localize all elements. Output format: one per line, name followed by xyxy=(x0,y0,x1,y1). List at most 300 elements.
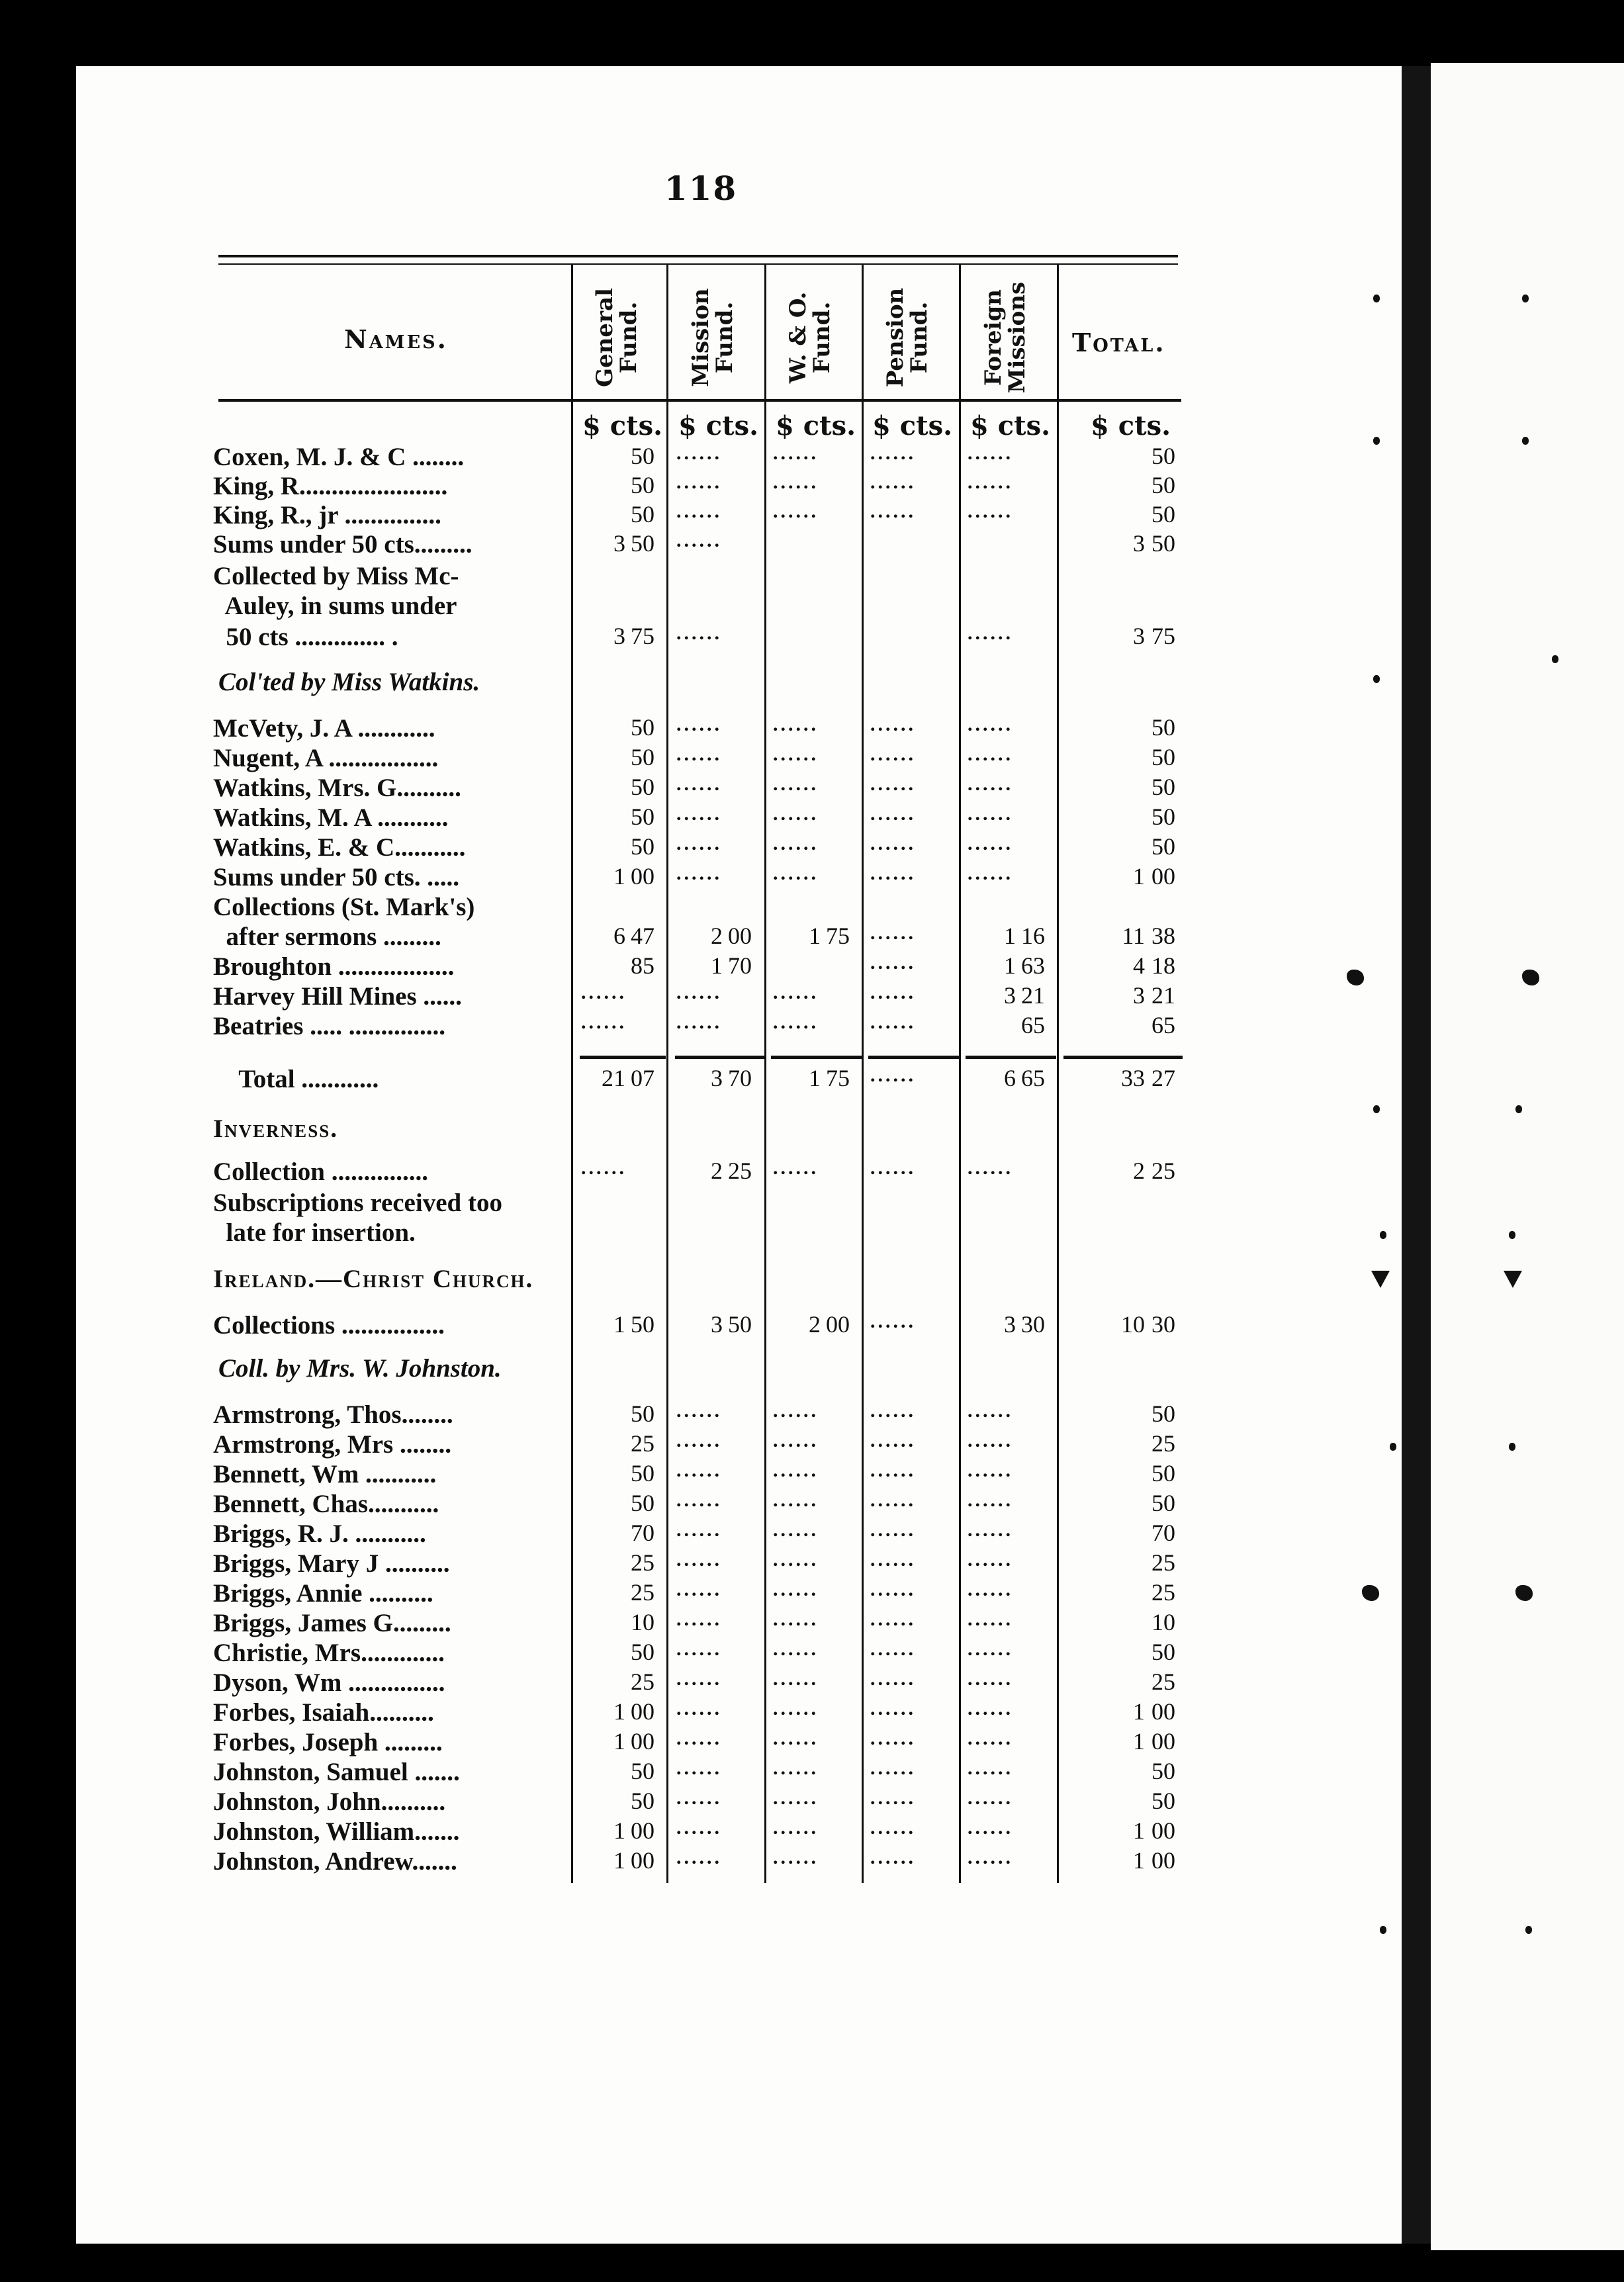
total-dollars: 1 xyxy=(1133,1847,1145,1874)
foreign-empty-leader: ...... xyxy=(968,713,1013,735)
mission-empty-leader: ...... xyxy=(676,773,722,795)
pension-empty-leader: ...... xyxy=(870,981,916,1003)
mission-dollars: 3 xyxy=(711,1065,723,1091)
table-row xyxy=(0,667,1402,698)
table-row xyxy=(0,1578,1402,1609)
page-gutter xyxy=(1402,66,1431,2244)
header-line: Missions xyxy=(1004,281,1030,394)
foreign-empty-leader: ...... xyxy=(968,1608,1013,1630)
general-cents: 00 xyxy=(631,1847,654,1874)
foreign-empty-leader: ...... xyxy=(968,1757,1013,1779)
mission-empty-leader: ...... xyxy=(676,1608,722,1630)
names-header: Names. xyxy=(344,324,448,354)
margin-mark xyxy=(1515,1105,1522,1113)
total-dollars: 33 xyxy=(1121,1065,1145,1091)
general-cents: 47 xyxy=(631,923,654,949)
row-name: Nugent, A ................. xyxy=(213,744,439,772)
margin-mark xyxy=(1525,1926,1532,1934)
wo-empty-leader: ...... xyxy=(773,833,819,854)
general-cents: 00 xyxy=(631,1728,654,1755)
general-dollars: 1 xyxy=(613,1311,625,1338)
foreign-empty-leader: ...... xyxy=(968,803,1013,825)
total-cents: 70 xyxy=(1151,1520,1175,1546)
table-row xyxy=(0,833,1402,863)
mission-empty-leader: ...... xyxy=(676,1489,722,1511)
wo-empty-leader: ...... xyxy=(773,1668,819,1690)
foreign-dollars: 1 xyxy=(1004,952,1016,979)
wo-empty-leader: ...... xyxy=(773,1157,819,1179)
pension-empty-leader: ...... xyxy=(870,713,916,735)
foreign-empty-leader: ...... xyxy=(968,1459,1013,1481)
total-cents: 50 xyxy=(1151,774,1175,800)
table-row xyxy=(0,500,1402,531)
wo-empty-leader: ...... xyxy=(773,1430,819,1451)
header-line: Fund. xyxy=(809,301,835,374)
table-row xyxy=(0,922,1402,952)
foreign-cents: 65 xyxy=(1021,1065,1045,1091)
total-rule xyxy=(966,1056,1056,1059)
wo-empty-leader: ...... xyxy=(773,1847,819,1868)
total-dollars: 3 xyxy=(1133,530,1145,557)
foreign-cents: 63 xyxy=(1021,952,1045,979)
mission-empty-leader: ...... xyxy=(676,1727,722,1749)
pension-empty-leader: ...... xyxy=(870,922,916,944)
row-name: Forbes, Joseph ......... xyxy=(213,1728,443,1757)
foreign-empty-leader: ...... xyxy=(968,1847,1013,1868)
foreign-dollars: 3 xyxy=(1004,1311,1016,1338)
total-cents: 21 xyxy=(1151,982,1175,1009)
scanned-page xyxy=(76,66,1463,2244)
general-cents: 85 xyxy=(631,952,654,979)
wo-empty-leader: ...... xyxy=(773,1817,819,1839)
table-row xyxy=(0,1064,1402,1095)
mission-cents: 50 xyxy=(728,1311,752,1338)
row-name: Sums under 50 cts......... xyxy=(213,530,473,559)
table-row xyxy=(0,1698,1402,1728)
foreign-empty-leader: ...... xyxy=(968,743,1013,765)
table-row xyxy=(0,1430,1402,1460)
wo-empty-leader: ...... xyxy=(773,471,819,493)
margin-mark xyxy=(1509,1443,1515,1451)
general-cents: 50 xyxy=(631,833,654,860)
mission-empty-leader: ...... xyxy=(676,1549,722,1571)
row-name: 50 cts .............. . xyxy=(213,623,398,651)
table-row xyxy=(0,952,1402,982)
general-cents: 50 xyxy=(631,1400,654,1427)
total-cents: 50 xyxy=(1151,1639,1175,1665)
wo-empty-leader: ...... xyxy=(773,442,819,464)
foreign-dollars: 1 xyxy=(1004,923,1016,949)
row-name: Watkins, E. & C........... xyxy=(213,833,466,862)
wo-empty-leader: ...... xyxy=(773,773,819,795)
row-name: late for insertion. xyxy=(213,1218,416,1247)
total-dollars: 1 xyxy=(1133,863,1145,890)
general-cents: 00 xyxy=(631,863,654,890)
row-name: Total ............ xyxy=(213,1065,379,1093)
table-row xyxy=(0,442,1402,473)
general-cents: 50 xyxy=(631,530,654,557)
mission-cents: 70 xyxy=(728,952,752,979)
mission-empty-leader: ...... xyxy=(676,500,722,522)
row-name: Christie, Mrs............. xyxy=(213,1639,445,1667)
total-cents: 50 xyxy=(1151,1460,1175,1486)
total-cents: 25 xyxy=(1151,1158,1175,1184)
pension-empty-leader: ...... xyxy=(870,1638,916,1660)
pension-empty-leader: ...... xyxy=(870,1668,916,1690)
wo-dollars: 2 xyxy=(809,1311,821,1338)
mission-cents: 00 xyxy=(728,923,752,949)
mission-empty-leader: ...... xyxy=(676,1430,722,1451)
general-cents: 50 xyxy=(631,1490,654,1516)
row-name: Johnston, Andrew....... xyxy=(213,1847,457,1876)
row-name: Auley, in sums under xyxy=(213,592,457,620)
mission-cents: 70 xyxy=(728,1065,752,1091)
foreign-empty-leader: ...... xyxy=(968,1698,1013,1719)
pension-empty-leader: ...... xyxy=(870,1400,916,1422)
foreign-empty-leader: ...... xyxy=(968,500,1013,522)
total-cents: 30 xyxy=(1151,1311,1175,1338)
wo-empty-leader: ...... xyxy=(773,1787,819,1809)
general-dollars: 3 xyxy=(613,623,625,649)
total-cents: 50 xyxy=(1151,501,1175,527)
row-name: Johnston, Samuel ....... xyxy=(213,1758,460,1786)
pension-empty-leader: ...... xyxy=(870,803,916,825)
total-rule xyxy=(771,1056,862,1059)
row-name: Sums under 50 cts. ..... xyxy=(213,863,460,891)
foreign-empty-leader: ...... xyxy=(968,1638,1013,1660)
total-cents: 00 xyxy=(1151,1728,1175,1755)
table-row xyxy=(0,892,1402,923)
mission-empty-leader: ...... xyxy=(676,1519,722,1541)
mission-empty-leader: ...... xyxy=(676,1817,722,1839)
margin-mark xyxy=(1509,1231,1515,1239)
table-row xyxy=(0,803,1402,833)
foreign-empty-leader: ...... xyxy=(968,442,1013,464)
foreign-empty-leader: ...... xyxy=(968,773,1013,795)
general-cents: 50 xyxy=(631,744,654,770)
pension-empty-leader: ...... xyxy=(870,743,916,765)
mission-empty-leader: ...... xyxy=(676,1578,722,1600)
row-name: after sermons ......... xyxy=(213,923,441,951)
mission-dollars: 2 xyxy=(711,923,723,949)
wo-cents: 00 xyxy=(826,1311,850,1338)
mission-empty-leader: ...... xyxy=(676,442,722,464)
table-row xyxy=(0,1011,1402,1042)
table-row xyxy=(0,1218,1402,1248)
general-dollars: 1 xyxy=(613,1847,625,1874)
table-row xyxy=(0,1459,1402,1490)
general-empty-leader: ...... xyxy=(581,1011,627,1033)
foreign-empty-leader: ...... xyxy=(968,833,1013,854)
mission-empty-leader: ...... xyxy=(676,1459,722,1481)
table-row xyxy=(0,622,1402,653)
foreign-empty-leader: ...... xyxy=(968,1519,1013,1541)
pension-empty-leader: ...... xyxy=(870,1310,916,1332)
foreign-missions-header xyxy=(981,271,1034,404)
units-label: $ cts. xyxy=(872,410,953,441)
table-row xyxy=(0,1264,1402,1295)
total-cents: 00 xyxy=(1151,1698,1175,1725)
row-name: Briggs, Annie .......... xyxy=(213,1579,433,1608)
wo-cents: 75 xyxy=(826,1065,850,1091)
mission-empty-leader: ...... xyxy=(676,1638,722,1660)
table-row xyxy=(0,1549,1402,1579)
row-name: Broughton .................. xyxy=(213,952,455,981)
general-dollars: 1 xyxy=(613,1728,625,1755)
total-cents: 25 xyxy=(1151,1579,1175,1606)
header-line: Foreign xyxy=(980,289,1007,386)
foreign-cents: 21 xyxy=(1021,982,1045,1009)
general-empty-leader: ...... xyxy=(581,981,627,1003)
wo-empty-leader: ...... xyxy=(773,713,819,735)
margin-mark xyxy=(1380,1926,1386,1934)
foreign-cents: 16 xyxy=(1021,923,1045,949)
total-cents: 50 xyxy=(1151,443,1175,469)
total-cents: 50 xyxy=(1151,1788,1175,1814)
margin-mark xyxy=(1522,437,1529,445)
total-cents: 25 xyxy=(1151,1668,1175,1695)
mission-empty-leader: ...... xyxy=(676,471,722,493)
pension-empty-leader: ...... xyxy=(870,1064,916,1086)
pension-empty-leader: ...... xyxy=(870,1519,916,1541)
wo-empty-leader: ...... xyxy=(773,1011,819,1033)
mission-empty-leader: ...... xyxy=(676,1698,722,1719)
row-name: Briggs, R. J. ........... xyxy=(213,1520,426,1548)
total-cents: 00 xyxy=(1151,1817,1175,1844)
mission-empty-leader: ...... xyxy=(676,1400,722,1422)
total-cents: 00 xyxy=(1151,1847,1175,1874)
total-cents: 25 xyxy=(1151,1430,1175,1457)
row-name: Beatries ..... ............... xyxy=(213,1012,445,1040)
pension-empty-leader: ...... xyxy=(870,442,916,464)
general-dollars: 1 xyxy=(613,863,625,890)
wo-empty-leader: ...... xyxy=(773,1578,819,1600)
pension-empty-leader: ...... xyxy=(870,1489,916,1511)
row-name: Briggs, Mary J .......... xyxy=(213,1549,450,1578)
total-cents: 50 xyxy=(1151,472,1175,498)
row-name: Bennett, Chas........... xyxy=(213,1490,439,1518)
mission-empty-leader: ...... xyxy=(676,1757,722,1779)
total-cents: 50 xyxy=(1151,530,1175,557)
mission-dollars: 1 xyxy=(711,952,723,979)
general-cents: 50 xyxy=(631,774,654,800)
mission-empty-leader: ...... xyxy=(676,529,722,551)
table-row xyxy=(0,529,1402,560)
wo-dollars: 1 xyxy=(809,1065,821,1091)
row-name: Armstrong, Thos........ xyxy=(213,1400,453,1429)
general-dollars: 1 xyxy=(613,1698,625,1725)
pension-empty-leader: ...... xyxy=(870,1787,916,1809)
table-row xyxy=(0,1727,1402,1758)
margin-mark xyxy=(1522,970,1539,985)
foreign-empty-leader: ...... xyxy=(968,1400,1013,1422)
row-name: Col'ted by Miss Watkins. xyxy=(218,668,480,696)
mission-empty-leader: ...... xyxy=(676,862,722,884)
foreign-dollars: 3 xyxy=(1004,982,1016,1009)
general-cents: 50 xyxy=(631,1788,654,1814)
row-name: Johnston, John.......... xyxy=(213,1788,446,1816)
wo-empty-leader: ...... xyxy=(773,862,819,884)
general-dollars: 6 xyxy=(613,923,625,949)
general-cents: 50 xyxy=(631,1460,654,1486)
total-cents: 75 xyxy=(1151,623,1175,649)
table-row xyxy=(0,1353,1402,1384)
wo-empty-leader: ...... xyxy=(773,1608,819,1630)
general-dollars: 1 xyxy=(613,1817,625,1844)
pension-empty-leader: ...... xyxy=(870,1727,916,1749)
table-row xyxy=(0,1400,1402,1430)
wo-empty-leader: ...... xyxy=(773,1638,819,1660)
mission-empty-leader: ...... xyxy=(676,981,722,1003)
total-rule xyxy=(868,1056,959,1059)
total-cents: 00 xyxy=(1151,863,1175,890)
general-dollars: 3 xyxy=(613,530,625,557)
pension-empty-leader: ...... xyxy=(870,1549,916,1571)
header-line: Fund. xyxy=(711,301,738,374)
total-cents: 50 xyxy=(1151,803,1175,830)
wo-empty-leader: ...... xyxy=(773,743,819,765)
total-cents: 10 xyxy=(1151,1609,1175,1635)
total-cents: 27 xyxy=(1151,1065,1175,1091)
total-cents: 38 xyxy=(1151,923,1175,949)
units-label: $ cts. xyxy=(970,410,1051,441)
mission-empty-leader: ...... xyxy=(676,1787,722,1809)
total-cents: 65 xyxy=(1151,1012,1175,1038)
foreign-empty-leader: ...... xyxy=(968,1549,1013,1571)
total-dollars: 3 xyxy=(1133,982,1145,1009)
table-row xyxy=(0,773,1402,803)
table-row xyxy=(0,862,1402,893)
table-row xyxy=(0,1310,1402,1341)
foreign-dollars: 6 xyxy=(1004,1065,1016,1091)
table-row xyxy=(0,713,1402,744)
pension-empty-leader: ...... xyxy=(870,862,916,884)
row-name: Briggs, James G......... xyxy=(213,1609,451,1637)
table-row xyxy=(0,1114,1402,1144)
row-name: Bennett, Wm ........... xyxy=(213,1460,437,1488)
page-number: 118 xyxy=(664,169,738,208)
general-cents: 25 xyxy=(631,1430,654,1457)
foreign-empty-leader: ...... xyxy=(968,1489,1013,1511)
general-cents: 25 xyxy=(631,1579,654,1606)
general-cents: 07 xyxy=(631,1065,654,1091)
total-rule xyxy=(580,1056,666,1059)
wo-empty-leader: ...... xyxy=(773,803,819,825)
wo-empty-leader: ...... xyxy=(773,1727,819,1749)
foreign-cents: 30 xyxy=(1021,1311,1045,1338)
table-row xyxy=(0,743,1402,774)
general-cents: 00 xyxy=(631,1698,654,1725)
wo-cents: 75 xyxy=(826,923,850,949)
table-row xyxy=(0,1817,1402,1847)
general-fund-header xyxy=(593,271,646,404)
total-cents: 50 xyxy=(1151,1490,1175,1516)
pension-empty-leader: ...... xyxy=(870,1608,916,1630)
header-line: General xyxy=(592,288,618,387)
row-name: Collections (St. Mark's) xyxy=(213,893,475,921)
header-line: W. & O. xyxy=(785,291,811,384)
table-row xyxy=(0,1188,1402,1218)
pension-fund-header xyxy=(883,271,936,404)
general-cents: 50 xyxy=(631,1311,654,1338)
table-row xyxy=(0,561,1402,592)
total-dollars: 2 xyxy=(1133,1158,1145,1184)
general-cents: 75 xyxy=(631,623,654,649)
foreign-empty-leader: ...... xyxy=(968,862,1013,884)
pension-empty-leader: ...... xyxy=(870,952,916,974)
total-dollars: 1 xyxy=(1133,1817,1145,1844)
row-name: Dyson, Wm ............... xyxy=(213,1668,445,1697)
row-name: Collections ................ xyxy=(213,1311,445,1340)
mission-dollars: 3 xyxy=(711,1311,723,1338)
row-name: Forbes, Isaiah.......... xyxy=(213,1698,434,1727)
margin-mark xyxy=(1373,1105,1380,1113)
wo-dollars: 1 xyxy=(809,923,821,949)
total-cents: 25 xyxy=(1151,1549,1175,1576)
general-dollars: 21 xyxy=(602,1065,625,1091)
general-cents: 25 xyxy=(631,1549,654,1576)
row-name: Collection ............... xyxy=(213,1158,428,1186)
pension-empty-leader: ...... xyxy=(870,471,916,493)
total-dollars: 1 xyxy=(1133,1728,1145,1755)
foreign-empty-leader: ...... xyxy=(968,1817,1013,1839)
mission-empty-leader: ...... xyxy=(676,743,722,765)
general-cents: 50 xyxy=(631,803,654,830)
wo-empty-leader: ...... xyxy=(773,1459,819,1481)
row-name: King, R., jr ............... xyxy=(213,501,441,529)
margin-mark xyxy=(1552,655,1558,663)
total-cents: 50 xyxy=(1151,744,1175,770)
wo-empty-leader: ...... xyxy=(773,500,819,522)
row-name: Subscriptions received too xyxy=(213,1189,502,1217)
wo-empty-leader: ...... xyxy=(773,1757,819,1779)
mission-empty-leader: ...... xyxy=(676,833,722,854)
foreign-empty-leader: ...... xyxy=(968,1578,1013,1600)
wo-empty-leader: ...... xyxy=(773,981,819,1003)
foreign-empty-leader: ...... xyxy=(968,1727,1013,1749)
units-label: $ cts. xyxy=(678,410,759,441)
margin-mark xyxy=(1373,295,1380,302)
pension-empty-leader: ...... xyxy=(870,1430,916,1451)
foreign-empty-leader: ...... xyxy=(968,471,1013,493)
margin-mark xyxy=(1522,295,1529,302)
units-label: $ cts. xyxy=(582,410,663,441)
mission-empty-leader: ...... xyxy=(676,713,722,735)
wo-empty-leader: ...... xyxy=(773,1698,819,1719)
foreign-empty-leader: ...... xyxy=(968,1668,1013,1690)
general-cents: 70 xyxy=(631,1520,654,1546)
margin-mark xyxy=(1504,1271,1522,1288)
row-name: Coll. by Mrs. W. Johnston. xyxy=(218,1354,502,1383)
mission-fund-header xyxy=(689,271,742,404)
mission-empty-leader: ...... xyxy=(676,803,722,825)
total-dollars: 1 xyxy=(1133,1698,1145,1725)
general-cents: 50 xyxy=(631,443,654,469)
row-name: Collected by Miss Mc- xyxy=(213,562,459,590)
top-rule xyxy=(218,263,1178,265)
pension-empty-leader: ...... xyxy=(870,1817,916,1839)
total-rule xyxy=(1063,1056,1183,1059)
foreign-empty-leader: ...... xyxy=(968,1787,1013,1809)
table-row xyxy=(0,1519,1402,1549)
pension-empty-leader: ...... xyxy=(870,1847,916,1868)
row-name: Coxen, M. J. & C ........ xyxy=(213,443,465,471)
row-name: Armstrong, Mrs ........ xyxy=(213,1430,451,1459)
mission-empty-leader: ...... xyxy=(676,622,722,644)
general-cents: 50 xyxy=(631,472,654,498)
foreign-cents: 65 xyxy=(1021,1012,1045,1038)
margin-mark xyxy=(1515,1585,1533,1601)
